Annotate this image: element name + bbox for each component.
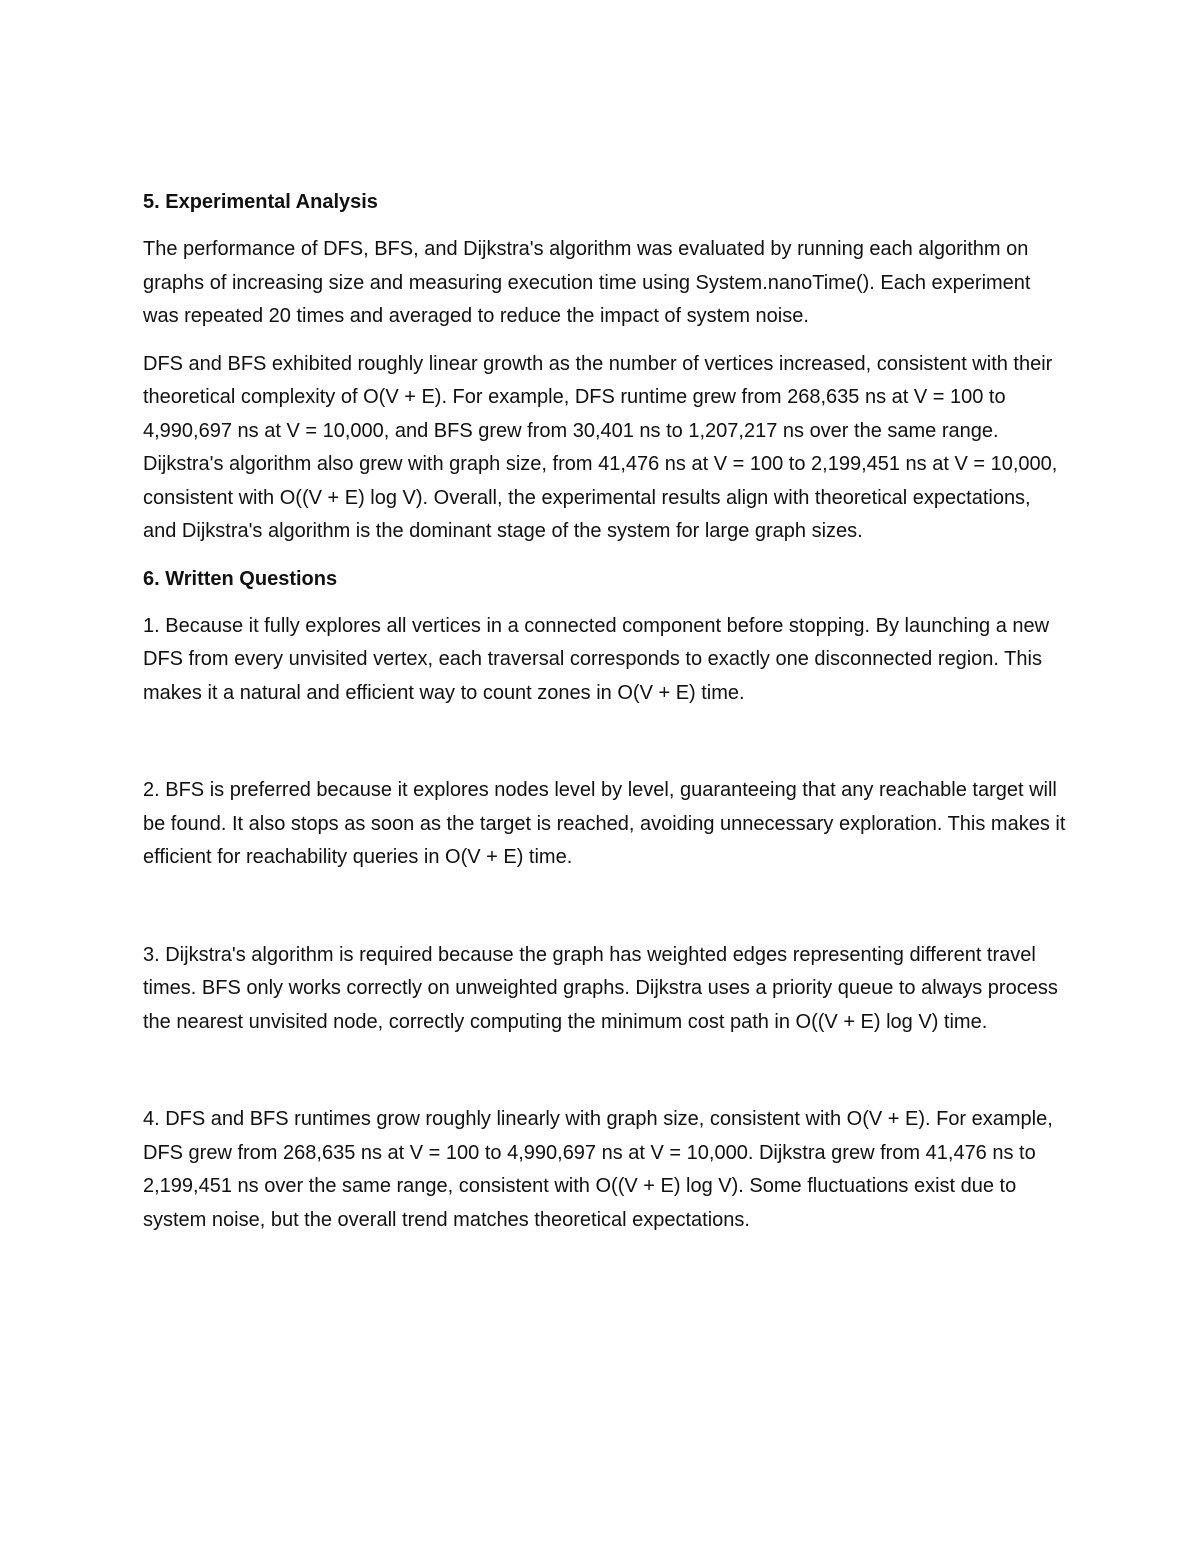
answer-2: 2. BFS is preferred because it explores nodes level by level, guaranteeing that any reachable target will be found. It also stops as soon as the target is reached, avoiding unnecessary exploration. This makes it efficient for reachability queries in O(V + E) time. xyxy=(143,779,1066,868)
answer-4: 4. DFS and BFS runtimes grow roughly linearly with graph size, consistent with O(V + E). For example, DFS grew from 268,635 ns at V = 100 to 4,990,697 ns at V = 10,000. Dijkstra grew from 41,476 ns to 2,199,451 ns over the same range, consistent with O((V + E) log V). Some fluctuations exist due to system noise, but the overall trend matches theoretical expectations. xyxy=(143,1108,1053,1231)
section-6-heading: 6. Written Questions xyxy=(143,567,338,590)
document-content xyxy=(143,186,1068,1251)
answer-3: 3. Dijkstra's algorithm is required because the graph has weighted edges representing different travel times. BFS only works correctly on unweighted graphs. Dijkstra uses a priority queue to always process the nearest unvisited node, correctly computing the minimum cost path in O((V + E) log V) time. xyxy=(143,943,1058,1033)
analysis-paragraph-results: DFS and BFS exhibited roughly linear growth as the number of vertices increased, consistent with their theoretical complexity of O(V + E). For example, DFS runtime grew from 268,635 ns at V = 100 to 4,990,697 ns at V = 10,000, and BFS grew from 30,401 ns to 1,207,217 ns over the same range. Dijkstra's algorithm also grew with graph size, from 41,476 ns at V = 100 to 2,199,451 ns at V = 10,000, consistent with O((V + E) log V). Overall, the experimental results align with theoretical expectations, and Dijkstra's algorithm is the dominant stage of the system for large graph sizes. xyxy=(143,352,1058,542)
section-5-heading: 5. Experimental Analysis xyxy=(143,191,378,213)
answer-1: 1. Because it fully explores all vertices in a connected component before stopping. By launching a new DFS from every unvisited vertex, each traversal corresponds to exactly one disconnected region. This makes it a natural and efficient way to count zones in O(V + E) time. xyxy=(143,614,1050,704)
analysis-paragraph-method: The performance of DFS, BFS, and Dijkstra's algorithm was evaluated by running each algorithm on graphs of increasing size and measuring execution time using System.nanoTime(). Each experiment was repeated 20 times and averaged to reduce the impact of system noise. xyxy=(143,238,1031,327)
